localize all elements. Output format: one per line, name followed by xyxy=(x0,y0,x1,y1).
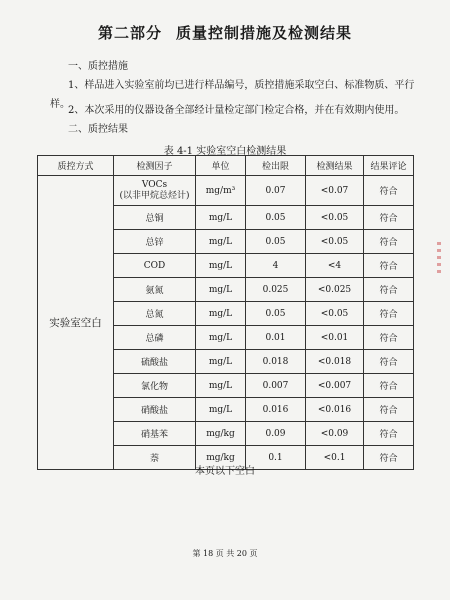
header-factor: 检测因子 xyxy=(114,156,196,176)
limit-cell: 0.05 xyxy=(246,230,306,254)
limit-cell: 0.025 xyxy=(246,278,306,302)
factor-cell: 总铜 xyxy=(114,206,196,230)
title-main: 质量控制措施及检测结果 xyxy=(176,24,353,42)
factor-cell: 氯化物 xyxy=(114,374,196,398)
header-result: 检测结果 xyxy=(306,156,364,176)
result-cell: <0.1 xyxy=(306,446,364,470)
table-row xyxy=(38,176,414,206)
page-title xyxy=(0,22,450,43)
comment-cell: 符合 xyxy=(364,446,414,470)
limit-cell: 0.05 xyxy=(246,302,306,326)
limit-cell: 0.01 xyxy=(246,326,306,350)
title-part: 第二部分 xyxy=(97,24,162,42)
unit-cell: mg/L xyxy=(196,278,246,302)
comment-cell: 符合 xyxy=(364,374,414,398)
section1-heading: 一、质控措施 xyxy=(68,61,128,72)
unit-cell: mg/L xyxy=(196,350,246,374)
comment-cell: 符合 xyxy=(364,206,414,230)
result-cell: <0.018 xyxy=(306,350,364,374)
unit-cell: mg/L xyxy=(196,326,246,350)
group-label: 实验室空白 xyxy=(38,176,114,470)
header-method: 质控方式 xyxy=(38,156,114,176)
unit-cell: mg/L xyxy=(196,206,246,230)
header-comment: 结果评论 xyxy=(364,156,414,176)
unit-cell: mg/L xyxy=(196,254,246,278)
factor-cell: 总磷 xyxy=(114,326,196,350)
factor-cell: 总氮 xyxy=(114,302,196,326)
limit-cell: 0.016 xyxy=(246,398,306,422)
limit-cell: 4 xyxy=(246,254,306,278)
result-cell: <0.05 xyxy=(306,206,364,230)
result-cell: <0.016 xyxy=(306,398,364,422)
result-cell: <0.025 xyxy=(306,278,364,302)
comment-cell: 符合 xyxy=(364,326,414,350)
factor-cell: 氨氮 xyxy=(114,278,196,302)
result-cell: <4 xyxy=(306,254,364,278)
factor-cell: 硝基苯 xyxy=(114,422,196,446)
unit-cell: mg/kg xyxy=(196,422,246,446)
result-cell: <0.01 xyxy=(306,326,364,350)
result-cell: <0.07 xyxy=(306,176,364,206)
header-limit: 检出限 xyxy=(246,156,306,176)
comment-cell: 符合 xyxy=(364,350,414,374)
limit-cell: 0.007 xyxy=(246,374,306,398)
table-caption: 表 4-1 实验室空白检测结果 xyxy=(163,146,287,157)
comment-cell: 符合 xyxy=(364,230,414,254)
seal-stamp-fragment xyxy=(436,238,442,290)
section2-heading: 二、质控结果 xyxy=(68,124,128,135)
result-cell: <0.09 xyxy=(306,422,364,446)
factor-subtitle: (以非甲烷总烃计) xyxy=(119,190,190,201)
unit-cell: mg/L xyxy=(196,374,246,398)
qc-results-table xyxy=(37,155,414,470)
factor-cell: 硫酸盐 xyxy=(114,350,196,374)
comment-cell: 符合 xyxy=(364,176,414,206)
result-cell: <0.05 xyxy=(306,230,364,254)
item1-line2: 样。 xyxy=(50,99,70,110)
limit-cell: 0.018 xyxy=(246,350,306,374)
header-unit: 单位 xyxy=(196,156,246,176)
factor-cell: 硝酸盐 xyxy=(114,398,196,422)
comment-cell: 符合 xyxy=(364,302,414,326)
unit-cell: mg/L xyxy=(196,302,246,326)
factor-cell xyxy=(114,176,196,206)
unit-cell: mg/kg xyxy=(196,446,246,470)
item1-line1: 1、样品进入实验室前均已进行样品编号，质控措施采取空白、标准物质、平行 xyxy=(68,80,415,91)
factor-cell: 总锌 xyxy=(114,230,196,254)
comment-cell: 符合 xyxy=(364,278,414,302)
limit-cell: 0.1 xyxy=(246,446,306,470)
table-header-row xyxy=(38,156,414,176)
item2-text: 2、本次采用的仪器设备全部经计量检定部门检定合格，并在有效期内使用。 xyxy=(68,105,405,116)
result-cell: <0.05 xyxy=(306,302,364,326)
limit-cell: 0.05 xyxy=(246,206,306,230)
unit-cell: mg/L xyxy=(196,398,246,422)
blank-below-note: 本页以下空白 xyxy=(195,466,255,477)
factor-name: VOCs xyxy=(141,179,168,190)
unit-cell: mg/L xyxy=(196,230,246,254)
comment-cell: 符合 xyxy=(364,422,414,446)
factor-cell: COD xyxy=(114,254,196,278)
comment-cell: 符合 xyxy=(364,254,414,278)
unit-cell: mg/m³ xyxy=(196,176,246,206)
factor-cell: 萘 xyxy=(114,446,196,470)
limit-cell: 0.09 xyxy=(246,422,306,446)
page-number: 第 18 页 共 20 页 xyxy=(192,549,258,558)
comment-cell: 符合 xyxy=(364,398,414,422)
limit-cell: 0.07 xyxy=(246,176,306,206)
result-cell: <0.007 xyxy=(306,374,364,398)
